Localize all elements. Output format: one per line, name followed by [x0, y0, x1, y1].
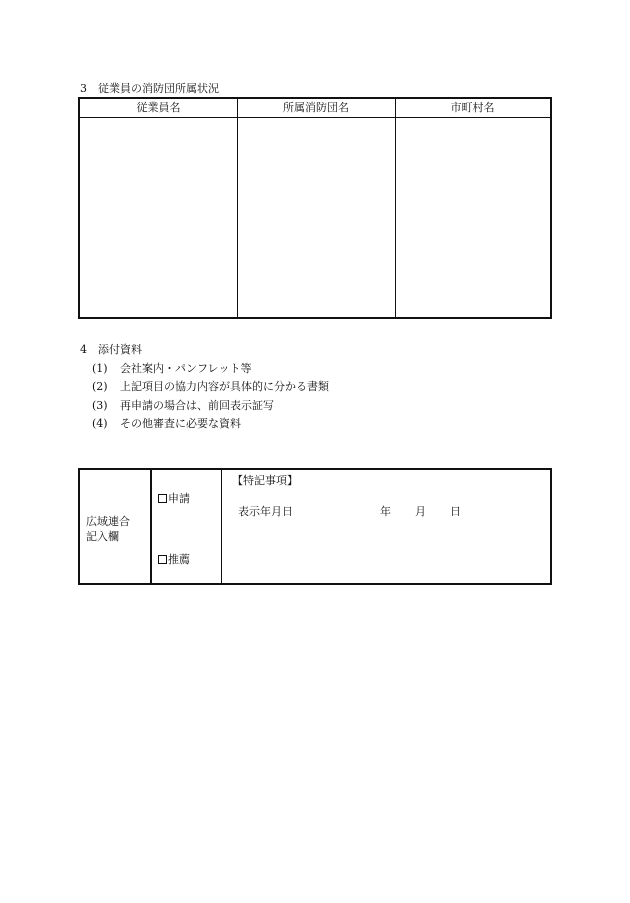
employee-fire-brigade-table [78, 97, 552, 319]
day-label: 日 [450, 505, 461, 518]
list-item [92, 415, 241, 431]
list-item-number: (1) [92, 362, 108, 375]
list-item-text: 上記項目の協力内容が具体的に分かる書類 [120, 380, 329, 393]
list-item [92, 378, 329, 394]
apply-checkbox-row[interactable] [158, 490, 190, 506]
entry-field-label-line2: 記入欄 [86, 530, 119, 543]
list-item-number: (4) [92, 417, 108, 430]
municipality-name-cell[interactable] [396, 118, 550, 317]
list-item-number: (3) [92, 399, 108, 412]
list-item-text: その他審査に必要な資料 [120, 417, 241, 430]
recommend-checkbox-row[interactable] [158, 551, 190, 567]
entry-field-label [86, 514, 130, 544]
list-item-text: 会社案内・パンフレット等 [120, 362, 252, 375]
column-header-municipality-name: 市町村名 [450, 101, 495, 114]
section-3-heading: 3 従業員の消防団所属状況 [80, 82, 219, 95]
entry-field-label-line1: 広域連合 [86, 515, 130, 528]
special-notes-area[interactable] [223, 520, 548, 581]
month-label: 月 [415, 505, 426, 518]
section-4-heading: 4 添付資料 [80, 343, 142, 356]
column-header-employee-name: 従業員名 [136, 101, 181, 114]
year-label: 年 [380, 505, 391, 518]
special-notes-title: 【特記事項】 [232, 474, 298, 487]
recommend-option-label: 推薦 [168, 553, 190, 566]
list-item-text: 再申請の場合は、前回表示証写 [120, 399, 274, 412]
column-divider [150, 470, 152, 583]
apply-option-label: 申請 [168, 492, 190, 505]
column-header-fire-brigade-name: 所属消防団名 [283, 101, 349, 114]
list-item [92, 360, 251, 376]
display-date-label: 表示年月日 [238, 505, 293, 518]
apply-checkbox[interactable] [158, 494, 167, 503]
list-item-number: (2) [92, 380, 108, 393]
employee-name-cell[interactable] [80, 118, 236, 317]
recommend-checkbox[interactable] [158, 555, 167, 564]
column-divider [221, 470, 222, 583]
list-item [92, 397, 274, 413]
regional-union-entry-box [78, 468, 552, 585]
fire-brigade-name-cell[interactable] [238, 118, 394, 317]
